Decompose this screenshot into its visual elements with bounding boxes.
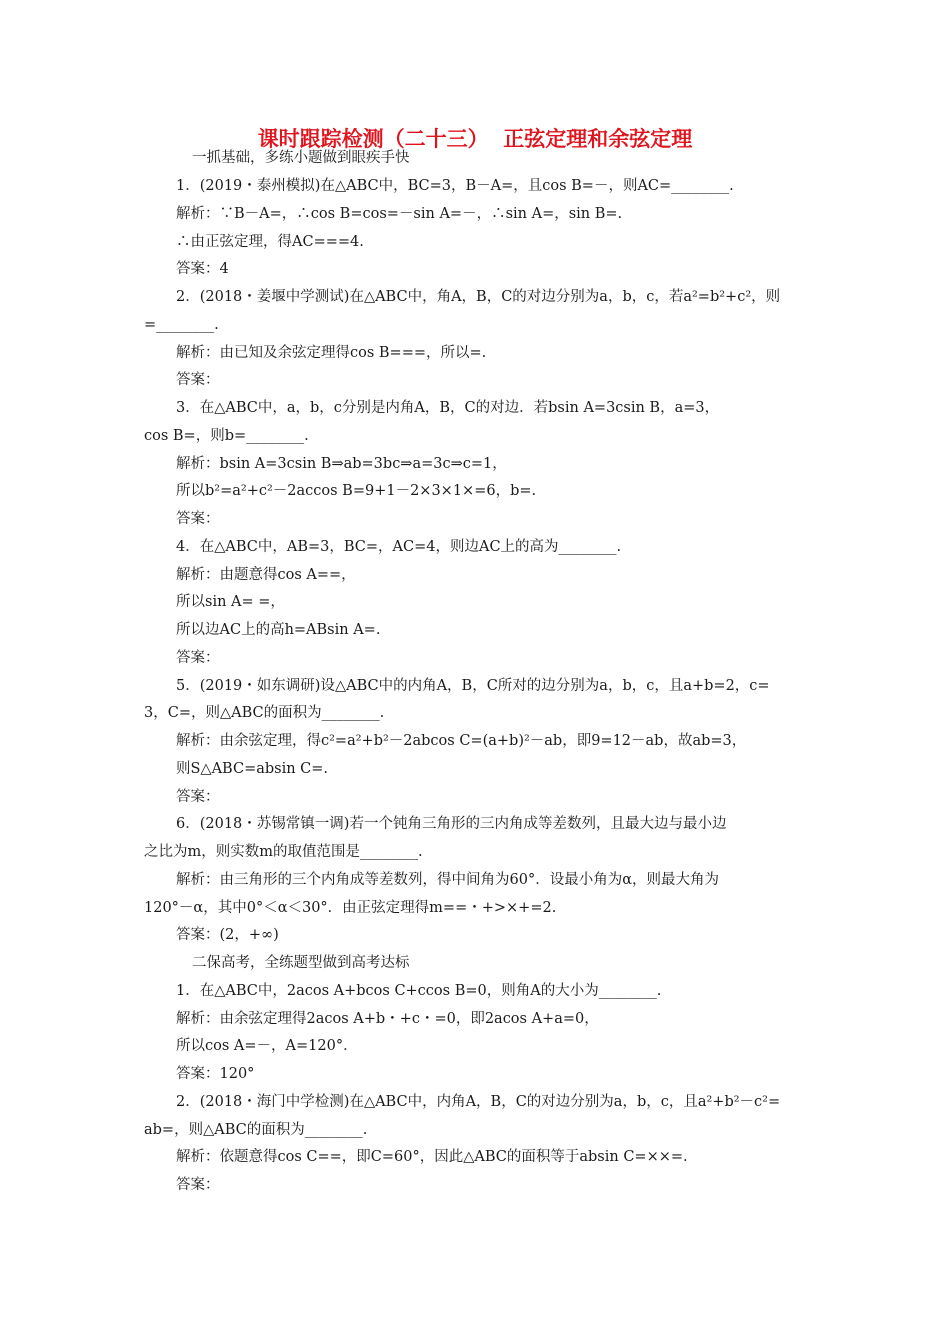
problem-4-solution-end: 所以边AC上的高h=ABsin A=. xyxy=(176,622,381,638)
problem-3-question-cont: cos B=，则b=________. xyxy=(144,428,309,444)
exam-problem-1-solution: 解析：由余弦定理得2acos A+b・+c・=0，即2acos A+a=0， xyxy=(176,1011,599,1027)
exam-problem-2-question: 2．(2018・海门中学检测)在△ABC中，内角A，B，C的对边分别为a，b，c，且a²+b²－c²= xyxy=(176,1094,781,1110)
problem-2-question: 2．(2018・姜堰中学测试)在△ABC中，角A，B，C的对边分别为a，b，c，若a²=b²+c²，则 xyxy=(176,289,781,305)
problem-5-answer: 答案： xyxy=(176,789,220,805)
problem-4-answer: 答案： xyxy=(176,650,220,666)
page-title: 课时跟踪检测（二十三） 正弦定理和余弦定理 xyxy=(257,127,693,151)
problem-3-answer: 答案： xyxy=(176,511,220,527)
problem-2-solution: 解析：由已知及余弦定理得cos B===，所以=. xyxy=(176,345,487,361)
problem-4-solution-cont: 所以sin A= =， xyxy=(176,594,285,610)
problem-5-solution-cont: 则S△ABC=absin C=. xyxy=(176,761,329,777)
exam-problem-2-solution: 解析：依题意得cos C==，即C=60°，因此△ABC的面积等于absin C=××=. xyxy=(176,1149,688,1165)
problem-5-question: 5．(2019・如东调研)设△ABC中的内角A，B，C所对的边分别为a，b，c，且a+b=2，c= xyxy=(176,678,770,694)
problem-2-question-cont: =________. xyxy=(144,317,219,333)
exam-problem-1-answer: 答案：120° xyxy=(176,1066,255,1082)
exam-problem-2-question-cont: ab=，则△ABC的面积为________. xyxy=(144,1122,368,1138)
problem-1-answer: 答案：4 xyxy=(176,261,229,277)
problem-3-solution: 解析：bsin A=3csin B⇒ab=3bc⇒a=3c⇒c=1， xyxy=(176,456,507,472)
problem-5-solution: 解析：由余弦定理，得c²=a²+b²－2abcos C=(a+b)²－ab，即9=12－ab，故ab=3， xyxy=(176,733,747,749)
problem-6-question-cont: 之比为m，则实数m的取值范围是________. xyxy=(144,844,423,860)
exam-problem-1-solution-cont: 所以cos A=－，A=120°． xyxy=(176,1038,358,1054)
problem-5-question-cont: 3，C=，则△ABC的面积为________. xyxy=(144,705,385,721)
problem-6-answer: 答案：(2，+∞) xyxy=(176,927,279,943)
problem-6-solution: 解析：由三角形的三个内角成等差数列，得中间角为60°．设最小角为α，则最大角为 xyxy=(176,872,719,888)
problem-1-question: 1．(2019・泰州模拟)在△ABC中，BC=3，B－A=，且cos B=－，则AC=________. xyxy=(176,178,734,194)
problem-1-solution: 解析：∵B－A=，∴cos B=cos=－sin A=－，∴sin A=，sin B=. xyxy=(176,206,623,222)
problem-4-question: 4．在△ABC中，AB=3，BC=，AC=4，则边AC上的高为________. xyxy=(176,539,622,555)
section-heading-exam: 二保高考，全练题型做到高考达标 xyxy=(192,955,410,971)
problem-3-solution-cont: 所以b²=a²+c²－2accos B=9+1－2×3×1×=6，b=. xyxy=(176,483,537,499)
problem-6-question: 6．(2018・苏锡常镇一调)若一个钝角三角形的三内角成等差数列，且最大边与最小边 xyxy=(176,816,727,832)
exam-problem-2-answer: 答案： xyxy=(176,1177,220,1193)
section-heading-basics: 一抓基础，多练小题做到眼疾手快 xyxy=(192,150,410,166)
problem-2-answer: 答案： xyxy=(176,372,220,388)
problem-6-solution-cont: 120°－α，其中0°＜α＜30°．由正弦定理得m==・+>×+=2. xyxy=(144,900,557,916)
exam-problem-1-question: 1．在△ABC中，2acos A+bcos C+ccos B=0，则角A的大小为________. xyxy=(176,983,662,999)
problem-4-solution: 解析：由题意得cos A==， xyxy=(176,567,356,583)
problem-3-question: 3．在△ABC中，a，b，c分别是内角A，B，C的对边．若bsin A=3csin B，a=3， xyxy=(176,400,720,416)
problem-1-solution-cont: ∴由正弦定理，得AC===4. xyxy=(176,234,364,250)
